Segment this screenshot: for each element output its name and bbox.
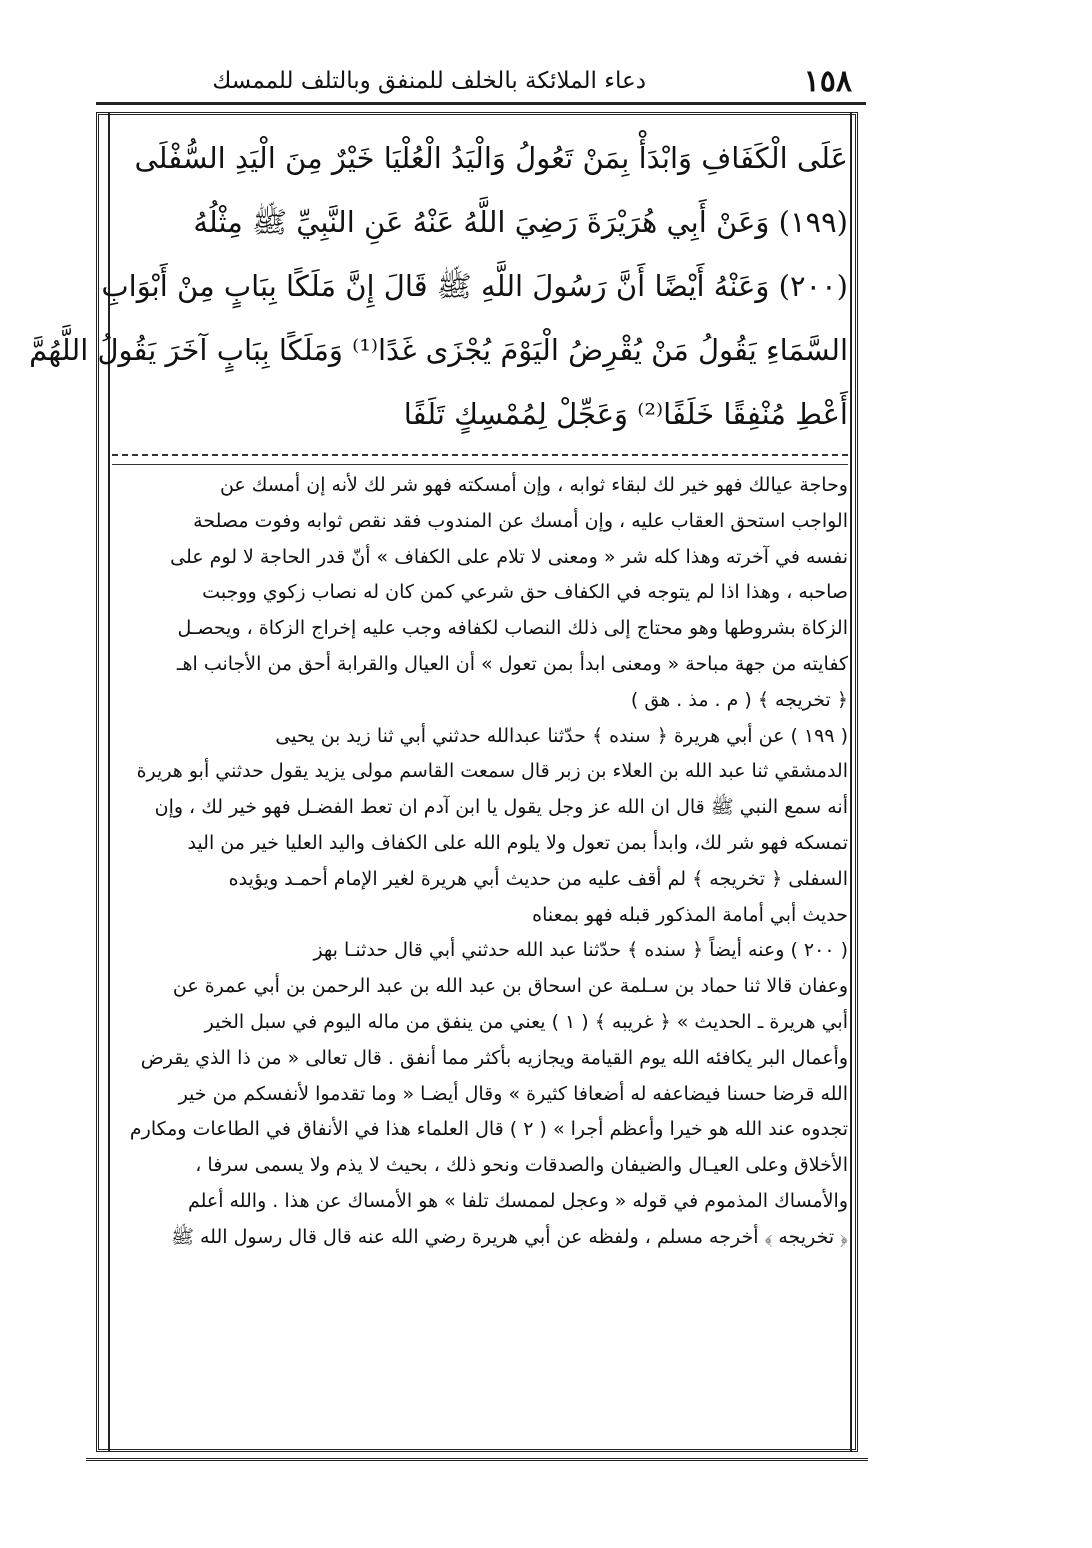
section-divider: [112, 454, 848, 465]
page-header: [96, 60, 866, 100]
frame-inner-right-rule: [850, 112, 852, 1452]
commentary-line: تمسكه فهو شر لك، وابدأ بمن تعول ولا يلوم الله على الكفاف واليد العليا خير من اليد: [187, 831, 848, 854]
commentary-line: وعفان قالا ثنا حماد بن سـلمة عن اسحاق بن عبد الله بن عبد الرحمن بن أبي عمرة عن: [172, 975, 848, 998]
commentary-line: صاحبه ، وهذا اذا لم يتوجه في الكفاف حق شرعي كمن كان له نصاب زكوي ووجبت: [202, 581, 848, 604]
commentary-line: أنه سمع النبي ﷺ قال ان الله عز وجل يقول يا ابن آدم ان تعط الفضـل فهو خير لك ، وإن: [154, 796, 848, 819]
commentary-text: [112, 468, 848, 1256]
commentary-line: والأمساك المذموم في قوله « وعجل لممسك تلفا » هو الأمساك عن هذا . والله أعلم: [187, 1189, 848, 1212]
commentary-line: أبي هريرة ـ الحديث » ﴿ غريبه ﴾ ( ١ ) يعني من ينفق من ماله اليوم في سبل الخير: [204, 1010, 848, 1033]
commentary-line: ( ٢٠٠ ) وعنه أيضاً ﴿ سنده ﴾ حدّثنا عبد الله حدثني أبي قال حدثنـا بهز: [313, 939, 848, 962]
commentary-line: تجدوه عند الله هو خيرا وأعظم أجرا » ( ٢ ) قال العلماء هذا في الأنفاق في الطاعات ومكارم: [129, 1118, 848, 1141]
footer-rule: [86, 1458, 868, 1465]
page-number: ١٥٨: [803, 64, 852, 99]
commentary-line: نفسه في آخرته وهذا كله شر « ومعنى لا تلام على الكفاف » أنّ قدر الحاجة لا لوم على: [170, 545, 848, 568]
hadith-line: عَلَى الْكَفَافِ وَابْدَأْ بِمَنْ تَعُولُ وَالْيَدُ الْعُلْيَا خَيْرٌ مِنَ الْيَدِ السُّفْلَى: [134, 141, 848, 175]
commentary-line: الواجب استحق العقاب عليه ، وإن أمسك عن المندوب فقد نقص ثوابه وفوت مصلحة: [193, 509, 848, 532]
hadith-line: السَّمَاءِ يَقُولُ مَنْ يُقْرِضُ الْيَوْمَ يُجْزَى غَدًا⁽¹⁾ وَمَلَكًا بِبَابٍ آخَرَ يَقُولُ اللَّهُمَّ: [29, 333, 848, 367]
commentary-line: وحاجة عيالك فهو خير لك لبقاء ثوابه ، وإن أمسكته فهو شر لك لأنه إن أمسك عن: [219, 474, 848, 496]
commentary-line: الزكاة بشروطها وهو محتاج إلى ذلك النصاب لكفافه وجب عليه إخراج الزكاة ، ويحصـل: [177, 617, 848, 640]
commentary-line: ( ١٩٩ ) عن أبي هريرة ﴿ سنده ﴾ حدّثنا عبدالله حدثني أبي ثنا زيد بن يحيى: [275, 724, 848, 747]
hadith-line: (١٩٩) وَعَنْ أَبِي هُرَيْرَةَ رَضِيَ اللَّهُ عَنْهُ عَنِ النَّبِيِّ ﷺ مِثْلُهُ: [193, 205, 848, 239]
commentary-line: الأخلاق وعلى العيـال والضيفان والصدقات ونحو ذلك ، بحيث لا يذم ولا يسمى سرفا ،: [195, 1154, 848, 1177]
commentary-line: الدمشقي ثنا عبد الله بن العلاء بن زبر قال سمعت القاسم مولى يزيد يقول حدثني أبو هريرة: [136, 760, 848, 783]
commentary-line: حديث أبي أمامة المذكور قبله فهو بمعناه: [532, 903, 848, 926]
hadith-text: [29, 126, 848, 446]
header-rule: [96, 102, 866, 105]
commentary-line: السفلى ﴿ تخريجه ﴾ لم أقف عليه من حديث أبي هريرة لغير الإمام أحمـد ويؤيده: [228, 867, 848, 890]
hadith-line: أَعْطِ مُنْفِقًا خَلَفًا⁽²⁾ وَعَجِّلْ لِمُمْسِكٍ تَلَفًا: [403, 397, 848, 431]
hadith-line: (٢٠٠) وَعَنْهُ أَيْضًا أَنَّ رَسُولَ اللَّهِ ﷺ قَالَ إِنَّ مَلَكًا بِبَابٍ مِنْ أَبْوَابِ: [101, 269, 848, 303]
commentary-line: الله قرضا حسنا فيضاعفه له أضعافا كثيرة » وقال أيضـا « وما تقدموا لأنفسكم من خير: [178, 1082, 848, 1105]
commentary-line: كفايته من جهة مباحة « ومعنى ابدأ بمن تعول » أن العيال والقرابة أحق من الأجانب اهـ: [176, 652, 848, 675]
commentary-line: ﴿ تخريجه ﴾ أخرجه مسلم ، ولفظه عن أبي هريرة رضي الله عنه قال قال رسول الله ﷺ: [171, 1225, 848, 1248]
commentary-line: ﴿ تخريجه ﴾ ( م . مذ . هق ): [630, 688, 848, 711]
commentary-line: وأعمال البر يكافئه الله يوم القيامة ويجازيه بأكثر مما أنفق . قال تعالى « من ذا الذي يقرض: [140, 1046, 848, 1069]
running-title: دعاء الملائكة بالخلف للمنفق وبالتلف للممسك: [212, 68, 646, 94]
